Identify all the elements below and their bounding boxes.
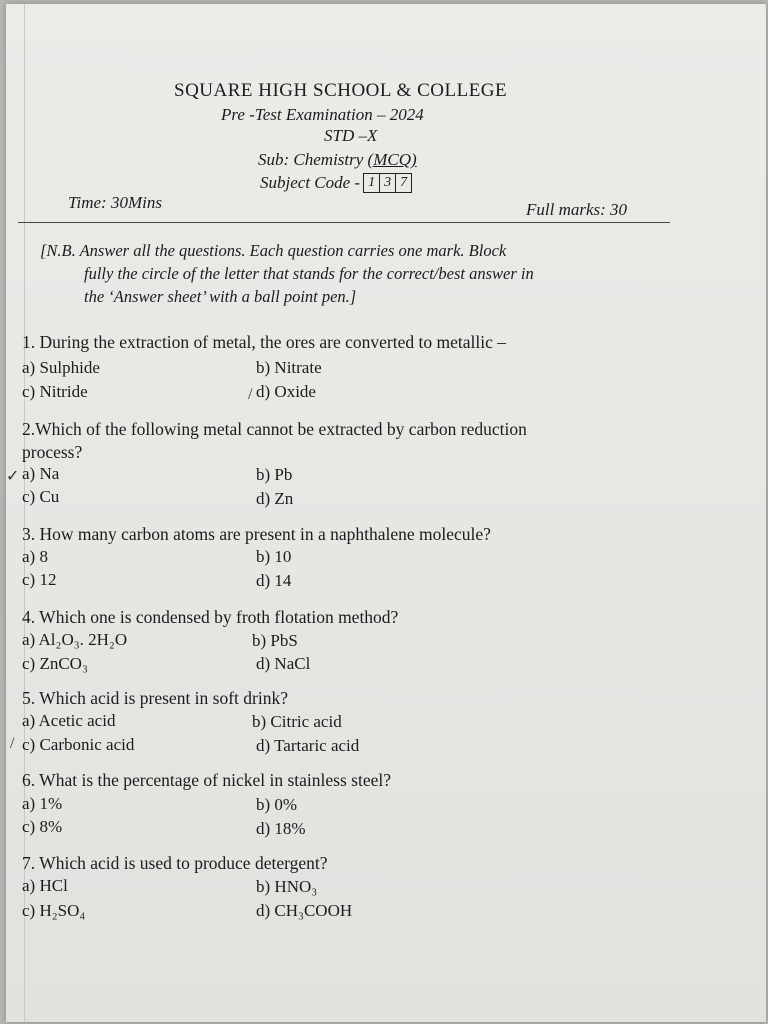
question-7: 7. Which acid is used to produce detergent? [22, 853, 328, 873]
option-1b: b) Nitrate [256, 358, 322, 377]
subject-type: (MCQ) [367, 150, 417, 169]
option-5d: d) Tartaric acid [256, 736, 360, 755]
option-1d: d) Oxide [256, 382, 316, 401]
instruction-line: [N.B. Answer all the questions. Each question carries one mark. Block [40, 241, 507, 260]
subject-code-label: Subject Code - [260, 173, 361, 192]
instruction-line: fully the circle of the letter that stands for the correct/best answer in [84, 264, 534, 283]
option-5b: b) Citric acid [252, 712, 342, 731]
exam-paper [6, 4, 766, 1022]
option-6c: c) 8% [22, 817, 63, 836]
option-2a: a) Na [22, 464, 60, 483]
option-3a: a) 8 [22, 547, 48, 566]
option-7d: d) CH₃COOH [256, 901, 353, 920]
instruction-line: the ‘Answer sheet’ with a ball point pen.] [84, 287, 357, 306]
option-6d: d) 18% [256, 819, 306, 838]
option-4a: a) Al₂O₃. 2H₂O [22, 630, 128, 649]
subject-code [260, 173, 412, 193]
option-5c: c) Carbonic acid [22, 735, 135, 754]
pen-mark: / [248, 386, 253, 403]
code-digit-box: 1 [363, 173, 380, 193]
option-5a: a) Acetic acid [22, 711, 116, 730]
subject-name: Sub: Chemistry [258, 150, 368, 169]
option-2b: b) Pb [256, 465, 293, 484]
option-2c: c) Cu [22, 487, 60, 506]
subject-line [258, 150, 417, 170]
question-1: 1. During the extraction of metal, the ores are converted to metallic – [22, 332, 506, 352]
pen-mark: / [10, 735, 15, 752]
question-3: 3. How many carbon atoms are present in a naphthalene molecule? [22, 524, 491, 544]
option-2d: d) Zn [256, 489, 294, 508]
question-4: 4. Which one is condensed by froth flotation method? [22, 607, 399, 627]
option-1a: a) Sulphide [22, 358, 100, 377]
option-6b: b) 0% [256, 795, 298, 814]
option-7b: b) HNO₃ [256, 877, 318, 896]
question-5: 5. Which acid is present in soft drink? [22, 688, 289, 708]
class-label: STD –X [324, 126, 378, 145]
question-6: 6. What is the percentage of nickel in stainless steel? [22, 770, 391, 790]
subject-code-boxes [364, 173, 412, 193]
school-name: SQUARE HIGH SCHOOL & COLLEGE [174, 80, 508, 101]
option-6a: a) 1% [22, 794, 63, 813]
instructions [40, 239, 685, 308]
option-3c: c) 12 [22, 570, 57, 589]
option-7a: a) HCl [22, 876, 68, 895]
tick-mark: ✓ [6, 468, 20, 485]
full-marks: Full marks: 30 [526, 200, 628, 219]
code-digit-box: 3 [379, 173, 396, 193]
time-allowed: Time: 30Mins [68, 193, 162, 212]
exam-title: Pre -Test Examination – 2024 [221, 105, 424, 124]
code-digit-box: 7 [395, 173, 412, 193]
option-4d: d) NaCl [256, 654, 311, 673]
header-divider [18, 222, 670, 223]
option-4c: c) ZnCO₃ [22, 654, 88, 673]
option-1c: c) Nitride [22, 382, 88, 401]
option-3b: b) 10 [256, 547, 292, 566]
option-4b: b) PbS [252, 631, 298, 650]
option-3d: d) 14 [256, 571, 292, 590]
question-2-cont: process? [22, 442, 83, 462]
question-2: 2.Which of the following metal cannot be extracted by carbon reduction [22, 419, 527, 439]
option-7c: c) H₂SO₄ [22, 901, 86, 920]
